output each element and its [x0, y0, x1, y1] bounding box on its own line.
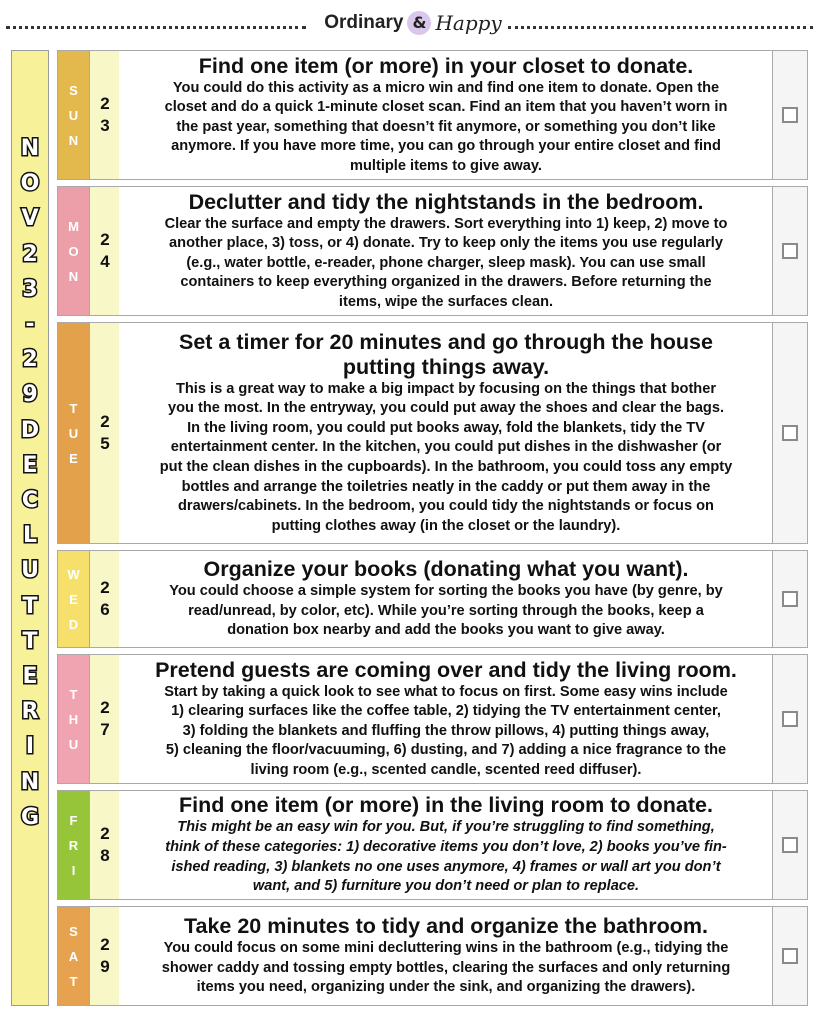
date-digit: 2: [100, 412, 110, 431]
day-letter: S: [69, 923, 78, 939]
task-title-line: putting things away.: [342, 354, 550, 379]
sidebar-letter: 3: [22, 276, 38, 302]
dotted-divider-right: [508, 26, 813, 29]
day-row: [57, 50, 808, 180]
day-label: [58, 323, 89, 543]
sidebar-letter: E: [22, 452, 38, 478]
sidebar-letter: C: [21, 488, 39, 514]
day-label: [58, 51, 89, 179]
day-label: [58, 187, 89, 315]
date-digit: 2: [100, 935, 110, 954]
day-letter: W: [67, 566, 80, 582]
date-label: [89, 323, 121, 543]
day-letter: O: [68, 243, 79, 259]
date-digit: 4: [100, 252, 110, 271]
task-checkbox[interactable]: [782, 243, 798, 259]
week-title-sidebar: [11, 50, 49, 1006]
sidebar-letter: L: [22, 523, 38, 549]
task-description-line: think of these categories: 1) decorative items you don’t love, 2) books you’ve fin-: [165, 838, 727, 855]
date-label: [89, 907, 121, 1005]
sidebar-letter: 2: [22, 241, 38, 267]
task-description-line: put the clean dishes in the cupboards). In the bathroom, you could toss any empty: [159, 459, 733, 475]
task-checkbox[interactable]: [782, 837, 798, 853]
task-description-line: This is a great way to make a big impact by focusing on the things that bother: [175, 380, 717, 397]
task-description-line: donation box nearby and add the books you want to give away.: [227, 622, 665, 639]
task-content: [119, 907, 773, 1005]
checkbox-cell: [772, 551, 807, 647]
brand-logo: [318, 8, 508, 38]
date-label: [89, 655, 121, 783]
date-digit: 2: [100, 230, 110, 249]
day-letter: N: [68, 268, 79, 284]
sidebar-letter: O: [20, 171, 40, 197]
task-description-line: bottles and arrange the toiletries neatly in the caddy or put them away in the: [181, 478, 711, 495]
date-label: [89, 551, 121, 647]
task-checkbox[interactable]: [782, 425, 798, 441]
task-title: Take 20 minutes to tidy and organize the bathroom.: [183, 914, 709, 939]
checkbox-cell: [772, 907, 807, 1005]
task-description-line: another place, 3) toss, or 4) donate. Try to keep only the items you use regularly: [169, 235, 723, 252]
date-digit: 2: [100, 94, 110, 113]
task-description-line: (e.g., water bottle, e-reader, phone charger, sleep mask). You can use small: [186, 254, 706, 271]
date-digit: 5: [100, 434, 110, 453]
brand-word: Ordinary: [324, 12, 404, 33]
date-digit: 7: [100, 720, 110, 739]
task-checkbox[interactable]: [782, 948, 798, 964]
sidebar-letter: E: [22, 664, 38, 690]
task-description-line: living room (e.g., scented candle, scented reed diffuser).: [250, 761, 642, 778]
day-label: [58, 907, 89, 1005]
day-label: [58, 655, 89, 783]
day-letter: I: [71, 862, 76, 878]
sidebar-letter: 2: [22, 347, 38, 373]
task-content: [119, 551, 773, 647]
task-checkbox[interactable]: [782, 591, 798, 607]
day-row: [57, 906, 808, 1006]
task-checkbox[interactable]: [782, 107, 798, 123]
sidebar-letter: I: [25, 734, 35, 760]
day-letter: R: [68, 837, 79, 853]
sidebar-letter: 9: [22, 382, 38, 408]
date-digit: 2: [100, 698, 110, 717]
task-content: [119, 323, 773, 543]
task-description-line: You could choose a simple system for sorting the books you have (by genre, by: [169, 583, 723, 600]
sidebar-letter: R: [21, 699, 39, 725]
task-description-line: 1) clearing surfaces like the coffee table, 2) tidying the TV entertainment center,: [171, 703, 721, 720]
sidebar-letter: N: [20, 136, 40, 161]
task-description-line: containers to keep everything organized in the drawers. Before returning the: [180, 274, 712, 291]
page-header: [0, 0, 819, 44]
task-description-line: the past year, something that doesn’t fit anymore, or something you don’t like: [176, 118, 716, 135]
week-title-letters: [12, 131, 48, 835]
day-letter: U: [68, 107, 79, 123]
checkbox-cell: [772, 655, 807, 783]
task-description-line: shower caddy and tossing empty bottles, clearing the surfaces and only returning: [161, 959, 731, 976]
task-description-line: This might be an easy win for you. But, if you’re struggling to find something,: [177, 819, 715, 836]
task-description-line: ished reading, 3) blankets no one uses anymore, 4) frames or wall art you don’t: [171, 858, 721, 875]
day-row: [57, 186, 808, 316]
date-digit: 3: [100, 116, 110, 135]
task-description-line: Clear the surface and empty the drawers. Sort everything into 1) keep, 2) move to: [164, 215, 728, 232]
day-letter: H: [68, 711, 79, 727]
task-description-line: you the most. In the entryway, you could put away the shoes and clear the bags.: [167, 400, 725, 417]
task-title: Organize your books (donating what you want).: [203, 557, 689, 582]
dotted-divider-left: [6, 26, 306, 29]
day-letter: U: [68, 736, 79, 752]
brand-script: Happy: [435, 11, 502, 35]
task-content: [119, 655, 773, 783]
sidebar-letter: G: [20, 804, 40, 830]
day-row: [57, 790, 808, 900]
task-content: [119, 51, 773, 179]
task-description-line: You could focus on some mini decluttering wins in the bathroom (e.g., tidying the: [163, 940, 729, 957]
task-description-line: closet and do a quick 1-minute closet scan. Find an item that you haven’t worn in: [164, 99, 728, 116]
day-letter: F: [69, 812, 78, 828]
date-digit: 2: [100, 578, 110, 597]
task-description-line: items you need, organizing under the sink, and organizing the drawers).: [196, 979, 696, 996]
day-row: [57, 322, 808, 544]
date-label: [89, 51, 121, 179]
sidebar-letter: -: [25, 312, 35, 338]
task-title: Declutter and tidy the nightstands in the bedroom.: [188, 189, 704, 214]
day-row: [57, 550, 808, 648]
task-content: [119, 187, 773, 315]
task-title-line: Set a timer for 20 minutes and go through the house: [179, 329, 713, 354]
day-letter: T: [69, 400, 78, 416]
day-letter: N: [68, 132, 79, 148]
checkbox-cell: [772, 187, 807, 315]
task-title: Find one item (or more) in the living room to donate.: [179, 793, 713, 818]
date-label: [89, 791, 121, 899]
task-description-line: 5) cleaning the floor/vacuuming, 6) dusting, and 7) adding a nice fragrance to the: [165, 742, 727, 759]
sidebar-letter: T: [22, 628, 38, 654]
date-digit: 2: [100, 824, 110, 843]
brand-ampersand: &: [407, 11, 431, 35]
checkbox-cell: [772, 51, 807, 179]
date-label: [89, 187, 121, 315]
sidebar-letter: V: [21, 206, 39, 232]
day-letter: E: [69, 450, 78, 466]
task-description-line: read/unread, by color, etc). While you’re sorting through the books, keep a: [188, 602, 704, 619]
day-letter: T: [69, 686, 78, 702]
date-digit: 6: [100, 600, 110, 619]
task-description-line: Start by taking a quick look to see what to focus on first. Some easy wins include: [164, 683, 728, 700]
day-letter: T: [69, 973, 78, 989]
day-letter: M: [68, 218, 79, 234]
task-description-line: multiple items to give away.: [350, 157, 542, 174]
task-description-line: entertainment center. In the kitchen, you could put dishes in the dishwasher (or: [170, 439, 722, 456]
day-row: [57, 654, 808, 784]
sidebar-letter: T: [22, 593, 38, 619]
date-digit: 8: [100, 846, 110, 865]
sidebar-letter: U: [21, 558, 39, 584]
task-description-line: drawers/cabinets. In the bedroom, you could tidy the nightstands or focus on: [178, 498, 714, 515]
task-description-line: anymore. If you have more time, you can go through your entire closet and find: [171, 138, 721, 155]
task-description-line: In the living room, you could put books away, fold the blankets, tidy the TV: [187, 419, 705, 436]
checkbox-cell: [772, 323, 807, 543]
sidebar-letter: D: [20, 417, 40, 443]
task-title: Pretend guests are coming over and tidy the living room.: [155, 657, 737, 682]
task-content: [119, 791, 773, 899]
sidebar-letter: N: [20, 769, 40, 795]
task-checkbox[interactable]: [782, 711, 798, 727]
day-letter: S: [69, 82, 78, 98]
task-description-line: You could do this activity as a micro win and find one item to donate. Open the: [172, 79, 720, 96]
day-letter: A: [68, 948, 79, 964]
day-letter: U: [68, 425, 79, 441]
day-label: [58, 551, 89, 647]
task-description-line: putting clothes away (in the closet or the laundry).: [271, 517, 621, 534]
day-label: [58, 791, 89, 899]
task-description-line: items, wipe the surfaces clean.: [338, 293, 554, 310]
checkbox-cell: [772, 791, 807, 899]
day-letter: D: [68, 616, 79, 632]
task-description-line: want, and 5) furniture you don’t need or plan to replace.: [252, 878, 640, 895]
task-title: Find one item (or more) in your closet to donate.: [198, 53, 694, 78]
task-description-line: 3) folding the blankets and fluffing the throw pillows, 4) putting things away,: [182, 722, 710, 739]
day-letter: E: [69, 591, 78, 607]
date-digit: 9: [100, 957, 110, 976]
